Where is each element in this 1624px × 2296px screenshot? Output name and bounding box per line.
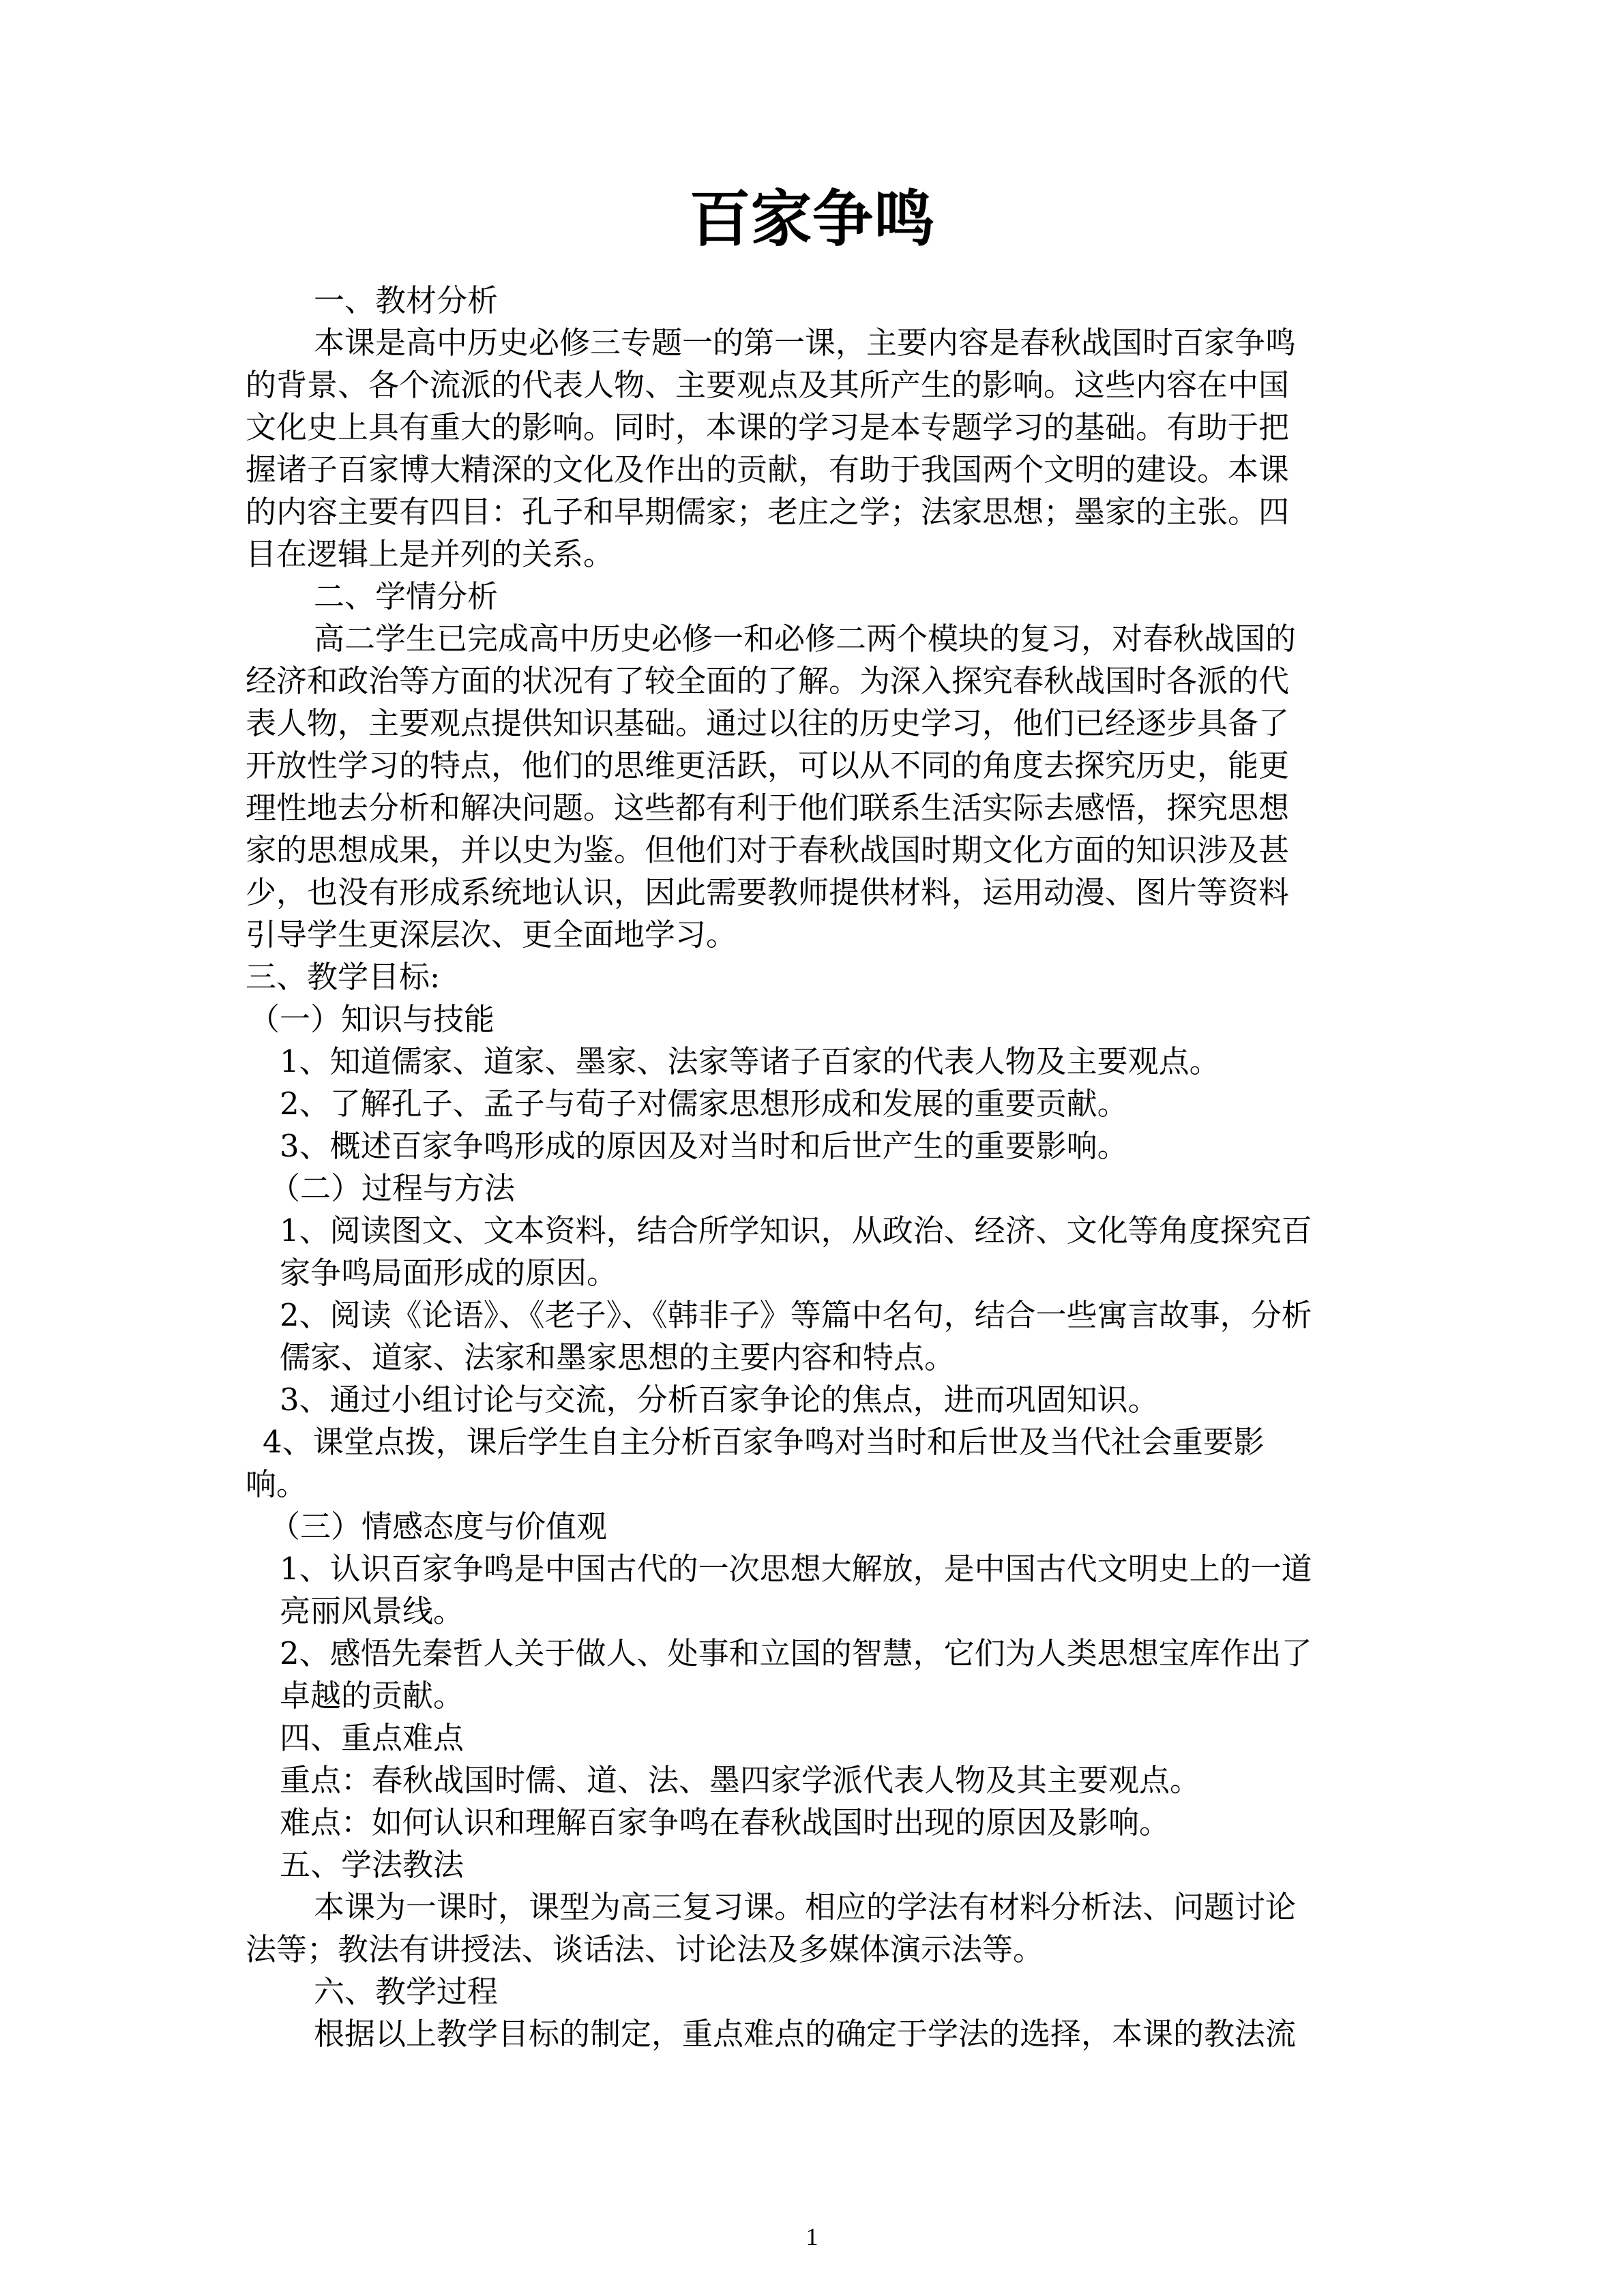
list-item: 1、知道儒家、道家、墨家、法家等诸子百家的代表人物及主要观点。 bbox=[280, 1043, 1220, 1079]
section-heading: 四、重点难点 bbox=[280, 1720, 464, 1756]
list-item: 4、课堂点拨，课后学生自主分析百家争鸣对当时和后世及当代社会重要影 bbox=[263, 1424, 1265, 1460]
list-item: 卓越的贡献。 bbox=[280, 1678, 464, 1714]
paragraph-line: 高二学生已完成高中历史必修一和必修二两个模块的复习，对春秋战国的 bbox=[314, 621, 1297, 657]
subsection-heading: （三）情感态度与价值观 bbox=[269, 1508, 608, 1545]
list-item: 2、阅读《论语》、《老子》、《韩非子》等篇中名句，结合一些寓言故事，分析 bbox=[280, 1297, 1312, 1333]
paragraph-line: 表人物，主要观点提供知识基础。通过以往的历史学习，他们已经逐步具备了 bbox=[246, 705, 1290, 741]
list-item: 响。 bbox=[246, 1466, 308, 1502]
list-item: 1、阅读图文、文本资料，结合所学知识，从政治、经济、文化等角度探究百 bbox=[280, 1212, 1312, 1249]
paragraph-line: 本课为一课时，课型为高三复习课。相应的学法有材料分析法、问题讨论 bbox=[314, 1889, 1297, 1925]
list-item: 3、通过小组讨论与交流，分析百家争论的焦点，进而巩固知识。 bbox=[280, 1382, 1159, 1418]
list-item: 2、了解孔子、孟子与荀子对儒家思想形成和发展的重要贡献。 bbox=[280, 1086, 1128, 1122]
section-heading: 一、教材分析 bbox=[314, 282, 499, 318]
paragraph-line: 的内容主要有四目：孔子和早期儒家；老庄之学；法家思想；墨家的主张。四 bbox=[246, 494, 1290, 530]
paragraph-line: 法等；教法有讲授法、谈话法、讨论法及多媒体演示法等。 bbox=[246, 1931, 1044, 1967]
section-heading: 五、学法教法 bbox=[280, 1847, 464, 1883]
paragraph-line: 难点：如何认识和理解百家争鸣在春秋战国时出现的原因及影响。 bbox=[280, 1804, 1170, 1840]
paragraph-line: 家的思想成果，并以史为鉴。但他们对于春秋战国时期文化方面的知识涉及甚 bbox=[246, 832, 1290, 868]
section-heading: 二、学情分析 bbox=[314, 578, 499, 614]
paragraph-line: 根据以上教学目标的制定，重点难点的确定于学法的选择，本课的教法流 bbox=[314, 2016, 1297, 2052]
paragraph-line: 少，也没有形成系统地认识，因此需要教师提供材料，运用动漫、图片等资料 bbox=[246, 874, 1290, 910]
paragraph-line: 理性地去分析和解决问题。这些都有利于他们联系生活实际去感悟，探究思想 bbox=[246, 790, 1290, 826]
paragraph-line: 引导学生更深层次、更全面地学习。 bbox=[246, 916, 737, 953]
paragraph-line: 开放性学习的特点，他们的思维更活跃，可以从不同的角度去探究历史，能更 bbox=[246, 747, 1290, 784]
list-item: 3、概述百家争鸣形成的原因及对当时和后世产生的重要影响。 bbox=[280, 1128, 1128, 1164]
section-heading: 六、教学过程 bbox=[314, 1973, 499, 2010]
paragraph-line: 的背景、各个流派的代表人物、主要观点及其所产生的影响。这些内容在中国 bbox=[246, 367, 1290, 403]
paragraph-line: 本课是高中历史必修三专题一的第一课，主要内容是春秋战国时百家争鸣 bbox=[314, 325, 1297, 361]
list-item: 1、认识百家争鸣是中国古代的一次思想大解放，是中国古代文明史上的一道 bbox=[280, 1551, 1312, 1587]
paragraph-line: 文化史上具有重大的影响。同时，本课的学习是本专题学习的基础。有助于把 bbox=[246, 409, 1290, 445]
paragraph-line: 握诸子百家博大精深的文化及作出的贡献，有助于我国两个文明的建设。本课 bbox=[246, 451, 1290, 488]
page-number: 1 bbox=[806, 2223, 818, 2250]
subsection-heading: （二）过程与方法 bbox=[269, 1170, 516, 1206]
list-item: 2、感悟先秦哲人关于做人、处事和立国的智慧，它们为人类思想宝库作出了 bbox=[280, 1635, 1312, 1671]
paragraph-line: 重点：春秋战国时儒、道、法、墨四家学派代表人物及其主要观点。 bbox=[280, 1762, 1201, 1798]
section-heading: 三、教学目标: bbox=[246, 959, 441, 995]
document-title: 百家争鸣 bbox=[689, 183, 935, 255]
paragraph-line: 经济和政治等方面的状况有了较全面的了解。为深入探究春秋战国时各派的代 bbox=[246, 663, 1290, 699]
list-item: 亮丽风景线。 bbox=[280, 1593, 464, 1629]
list-item: 家争鸣局面形成的原因。 bbox=[280, 1255, 618, 1291]
list-item: 儒家、道家、法家和墨家思想的主要内容和特点。 bbox=[280, 1339, 956, 1375]
subsection-heading: （一）知识与技能 bbox=[249, 1001, 495, 1037]
paragraph-line: 目在逻辑上是并列的关系。 bbox=[246, 536, 615, 572]
